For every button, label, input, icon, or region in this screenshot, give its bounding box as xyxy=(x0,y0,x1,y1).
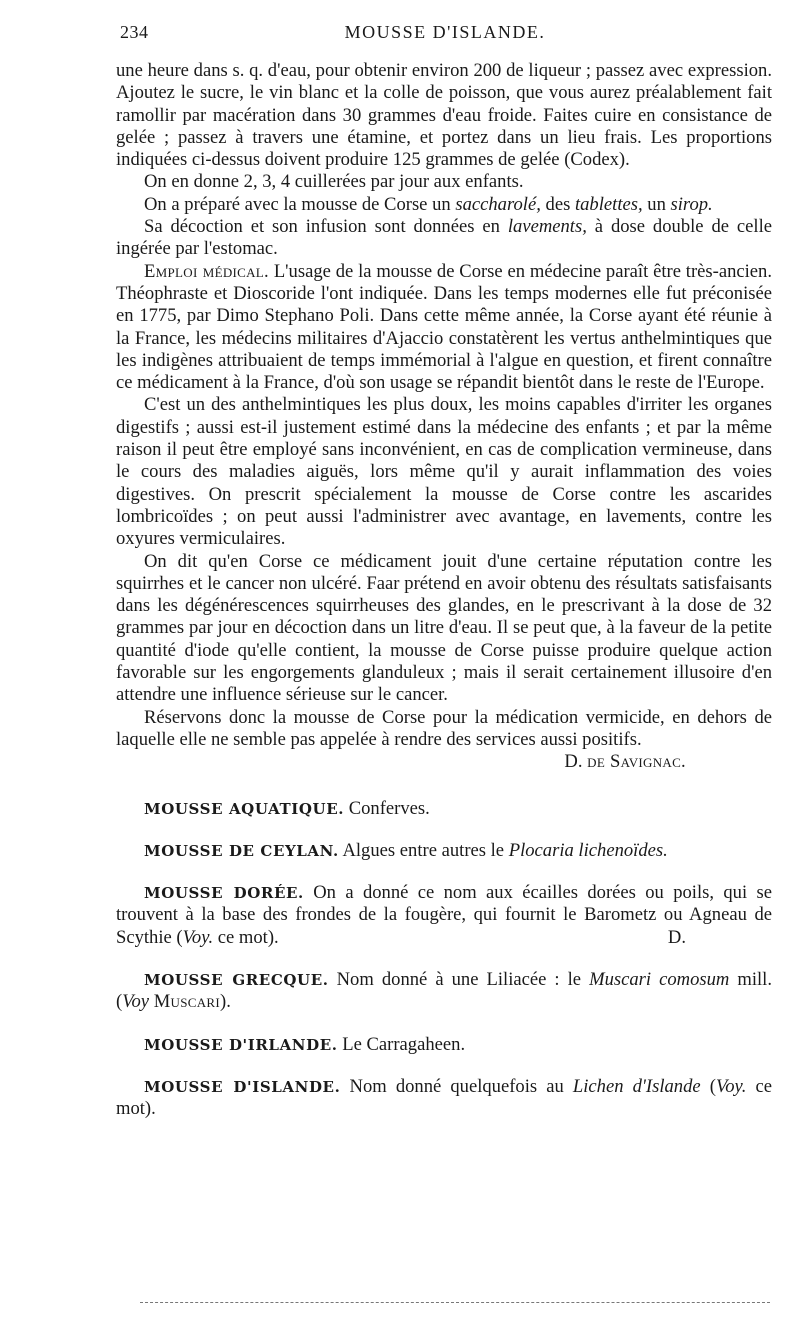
page-number: 234 xyxy=(120,22,149,42)
entry-headword: MOUSSE D'ISLANDE. xyxy=(144,1077,341,1096)
bottom-rule xyxy=(140,1302,770,1303)
dictionary-entry: MOUSSE DORÉE. On a donné ce nom aux écailles dorées ou poils, qui se trouvent à la base des frondes de la fougère, qui fournit le Barometz ou Agneau de Scythie (Voy. ce mot). D. xyxy=(116,882,772,948)
paragraph-dosage: On en donne 2, 3, 4 cuillerées par jour aux enfants. xyxy=(144,171,524,193)
dictionary-entry: MOUSSE DE CEYLAN. Algues entre autres le Plocaria lichenoïdes. xyxy=(144,839,668,861)
section-label: Emploi médical. xyxy=(144,260,269,282)
dictionary-entry: MOUSSE AQUATIQUE. Conferves. xyxy=(144,797,430,819)
paragraph-cancer: On dit qu'en Corse ce médicament jouit d'une certaine réputation contre les squirrhes et le cancer non ulcéré. Faar prétend en avoir obtenu des résultats satisfaisants dans les dégénérescences squirrheuses des glandes, en le prescrivant à la dose de 32 grammes par jour en décoction dans un litre d'eau. Il se peut que, à la faveur de la petite quantité d'iode qu'elle contient, la mousse de Corse puisse produire quelque action favorable sur les engorgements glanduleux ; mais il serait certainement illusoire d'en attendre une influence sérieuse sur le cancer. xyxy=(116,550,772,706)
paragraph-conclusion: Réservons donc la mousse de Corse pour la médication vermicide, en dehors de laquelle elle ne semble pas appelée à rendre des services aussi positifs. xyxy=(116,706,772,750)
entry-headword: MOUSSE GRECQUE. xyxy=(144,970,329,989)
running-header xyxy=(120,22,770,48)
dictionary-entry: MOUSSE D'ISLANDE. Nom donné quelquefois au Lichen d'Islande (Voy. ce mot). xyxy=(116,1075,773,1120)
paragraph-anthelmintic: C'est un des anthelmintiques les plus doux, les moins capables d'irriter les organes digestifs ; aussi est-il justement estimé dans la médecine des enfants ; et par la même raison il peut être employé sans inconvénient, en cas de complication vermineuse, dans le cours des maladies aiguës, lors même qu'il y aurait inflammation des voies digestives. On prescrit spécialement la mousse de Corse contre les ascarides lombricoïdes ; on peut aussi l'administrer avec avantage, en lavements, contre les oxyures vermiculaires. xyxy=(116,394,772,550)
paragraph-decoction: Sa décoction et son infusion sont données en lavements, à dose double de celle ingérée par l'estomac. xyxy=(116,216,773,260)
entry-headword: MOUSSE AQUATIQUE. xyxy=(144,799,345,818)
main-text xyxy=(116,60,772,1120)
paragraph-medical-use: Emploi médical. L'usage de la mousse de Corse en médecine paraît être très-ancien. Théophraste et Dioscoride l'ont indiquée. Dans les temps modernes elle fut préconisée en 1775, par Dimo Stephano Poli. Dans cette même année, la Corse ayant été réunie à la France, les médecins militaires d'Ajaccio constatèrent les vertus anthelmintiques que les indigènes attribuaient de temps immémorial à l'algue en question, et firent connaître ce médicament à la France, d'où son usage se répandit bientôt dans le reste de l'Europe. xyxy=(116,260,772,394)
running-title: MOUSSE D'ISLANDE. xyxy=(344,22,546,42)
dictionary-entry: MOUSSE D'IRLANDE. Le Carragaheen. xyxy=(144,1033,466,1055)
dictionary-entry: MOUSSE GRECQUE. Nom donné à une Liliacée : le Muscari comosum mill. (Voy Muscari). xyxy=(116,968,772,1013)
author-signature: D. de Savignac. xyxy=(564,751,686,773)
entry-headword: MOUSSE DORÉE. xyxy=(144,884,304,903)
entry-signature: D. xyxy=(667,926,686,948)
paragraph-preparations: On a préparé avec la mousse de Corse un saccharolé, des tablettes, un sirop. xyxy=(144,193,713,215)
paragraph-continuation: une heure dans s. q. d'eau, pour obtenir environ 200 de liqueur ; passez avec expression. Ajoutez le sucre, le vin blanc et la colle de poisson, que vous aurez préalablement fait ramollir par macération dans 30 grammes d'eau froide. Faites cuire en consistance de gelée ; passez à travers une étamine, et portez dans un lieu frais. Les proportions indiquées ci-dessus doivent produire 125 grammes de gelée (Codex). xyxy=(116,60,772,171)
entry-headword: MOUSSE D'IRLANDE. xyxy=(144,1035,338,1054)
entry-headword: MOUSSE DE CEYLAN. xyxy=(144,841,339,860)
